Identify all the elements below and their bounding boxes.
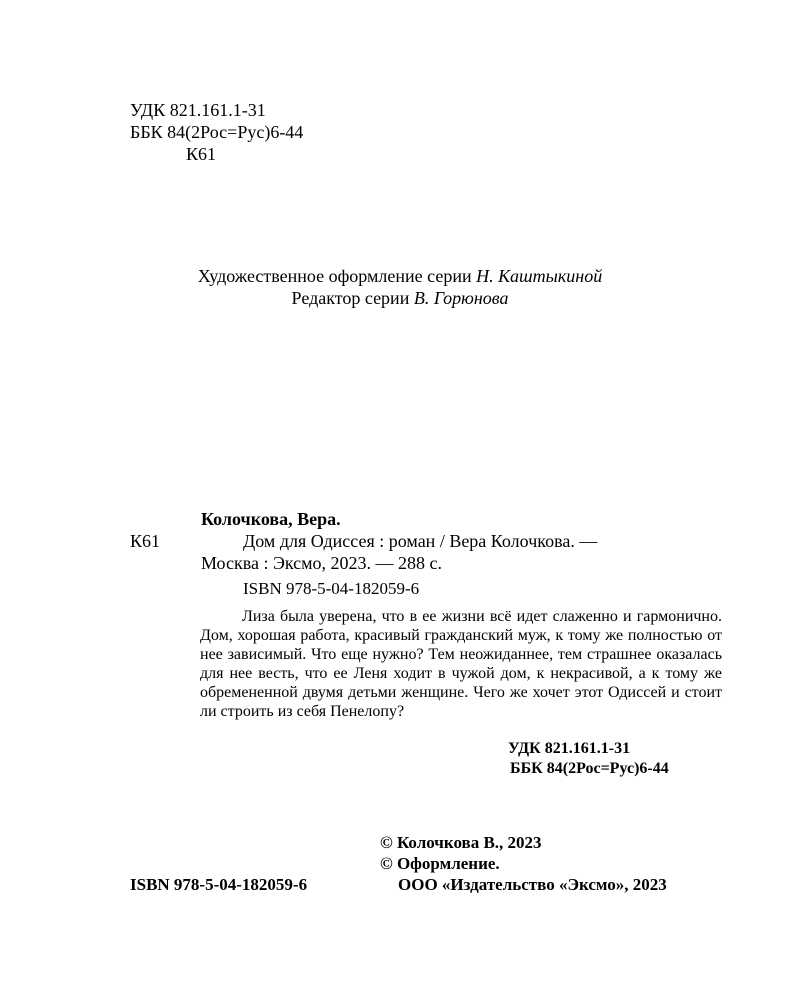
footer-isbn: ISBN 978-5-04-182059-6 bbox=[130, 875, 308, 894]
series-design-credit bbox=[0, 265, 800, 287]
series-design-label: Художественное оформление серии bbox=[197, 266, 477, 286]
catalog-title-line: Дом для Одиссея : роман / Вера Колочкова. — bbox=[243, 531, 598, 551]
catalog-bbk: ББК 84(2Рос=Рус)6-44 bbox=[510, 760, 669, 777]
catalog-annotation bbox=[200, 607, 722, 721]
catalog-author: Колочкова, Вера. bbox=[201, 509, 341, 529]
series-editor-credit bbox=[0, 287, 800, 309]
copyright-publisher: ООО «Издательство «Эксмо», 2023 bbox=[398, 875, 667, 894]
catalog-imprint-line: Москва : Эксмо, 2023. — 288 с. bbox=[201, 553, 443, 573]
annotation-text: Лиза была уверена, что в ее жизни всё идет слаженно и гармонично. Дом, хорошая работа, красивый гражданский муж, к тому же полностью от нее зависимый. Что еще нужно? Тем неожиданнее, тем страшнее оказалась для нее весть, что ее Леня ходит в чужой дом, к некрасивой, а к тому же обремененной двумя детьми женщине. Чего же хочет этот Одиссей и стоит ли строить из себя Пенелопу? bbox=[200, 608, 722, 720]
series-designer-name: Н. Каштыкиной bbox=[476, 266, 603, 286]
copyright-design: © Оформление. bbox=[380, 854, 500, 873]
author-mark-top: К61 bbox=[186, 144, 217, 164]
series-editor-name: В. Горюнова bbox=[413, 288, 509, 308]
catalog-isbn: ISBN 978-5-04-182059-6 bbox=[243, 579, 420, 598]
copyright-author: © Колочкова В., 2023 bbox=[380, 833, 542, 852]
catalog-author-mark: К61 bbox=[130, 531, 161, 551]
udk-code-top: УДК 821.161.1-31 bbox=[130, 100, 266, 120]
series-editor-label: Редактор серии bbox=[291, 288, 414, 308]
bbk-code-top: ББК 84(2Рос=Рус)6-44 bbox=[130, 122, 304, 142]
catalog-udk: УДК 821.161.1-31 bbox=[508, 740, 631, 757]
